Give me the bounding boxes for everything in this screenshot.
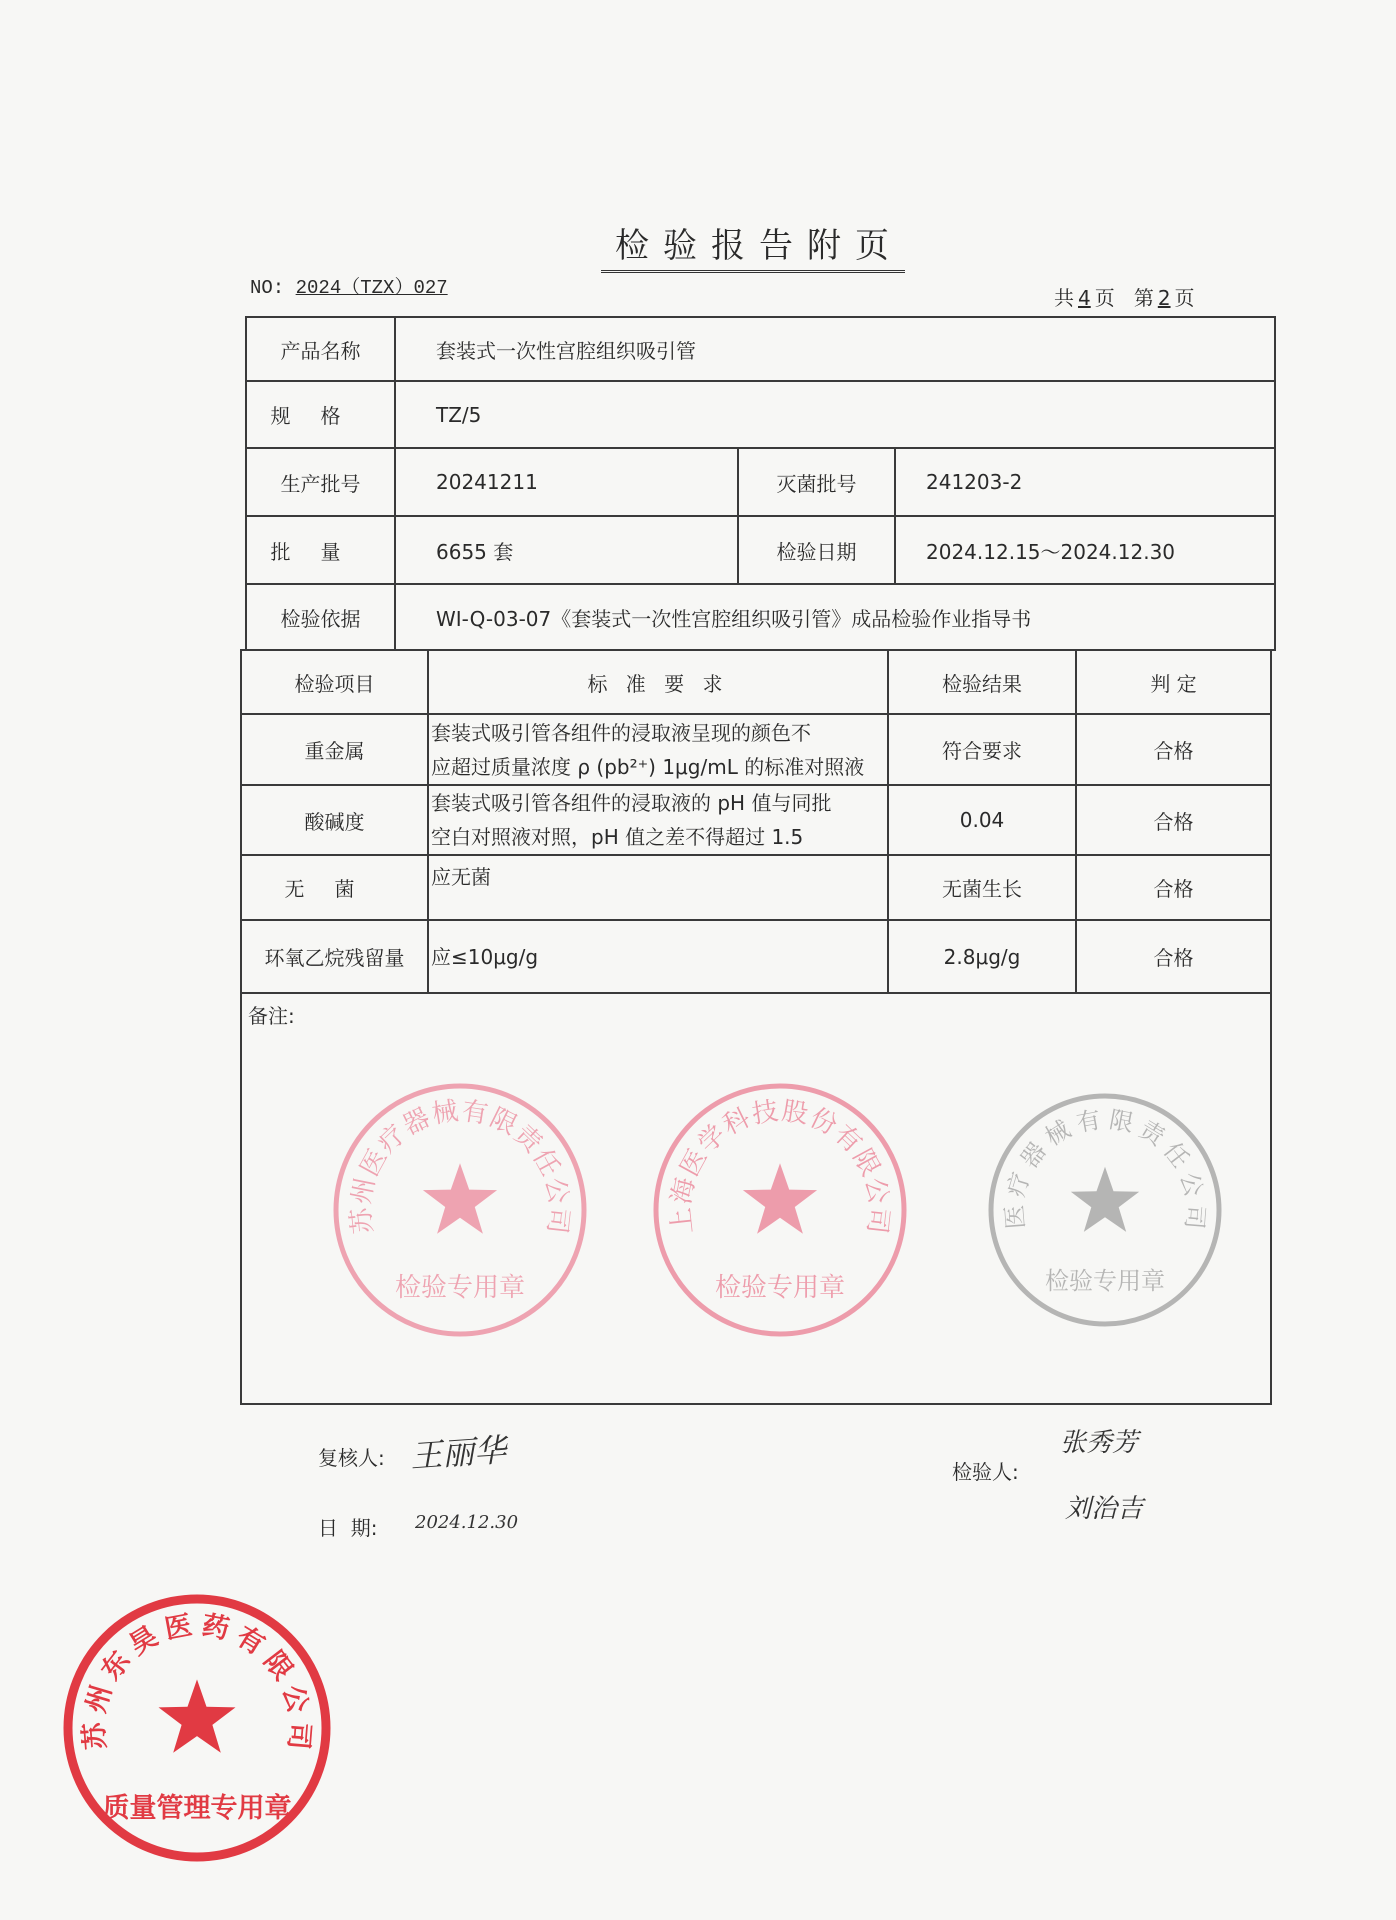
seal-ring-char: 责 <box>507 1119 548 1160</box>
seal-ring-char: 技 <box>749 1096 781 1130</box>
table-row <box>241 714 1271 785</box>
sterile-batch-value: 241203-2 <box>895 448 1275 516</box>
requirement-line: 空白对照液对照，pH 值之差不得超过 1.5 <box>431 825 804 849</box>
seal-ring-char: 科 <box>718 1102 755 1142</box>
seal-ring-char: 有 <box>827 1119 868 1160</box>
seal-center-text: 检验专用章 <box>1045 1267 1165 1296</box>
seal-ring-char: 州 <box>346 1175 382 1207</box>
table-row <box>246 448 1275 516</box>
seal-center-text: 检验专用章 <box>714 1272 846 1303</box>
seal-ring-char: 苏 <box>78 1721 112 1751</box>
seal-ring <box>68 1599 326 1857</box>
requirement <box>428 785 888 855</box>
seal-ring-char: 任 <box>1157 1137 1195 1174</box>
table-row <box>246 381 1275 448</box>
item: 环氧乙烷残留量 <box>241 920 428 993</box>
basis-label: 检验依据 <box>246 584 395 650</box>
seal-ring-char: 任 <box>526 1144 566 1182</box>
reviewer-signature: 王丽华 <box>408 1430 508 1476</box>
verdict: 合格 <box>1076 714 1271 785</box>
table-row <box>246 584 1275 650</box>
remark: 备注: <box>241 993 1271 1404</box>
batch-label: 生产批号 <box>246 448 395 516</box>
seal-ring-char: 司 <box>1179 1203 1210 1231</box>
header-requirement: 标 准 要 求 <box>428 650 888 714</box>
total-pages: 4 <box>1078 286 1091 310</box>
spec-value: TZ/5 <box>395 381 1275 448</box>
seal-ring-char: 器 <box>398 1102 435 1142</box>
seal-ring-char: 州 <box>80 1681 118 1717</box>
seal-ring-char: 有 <box>230 1620 270 1662</box>
result: 符合要求 <box>888 714 1076 785</box>
seal-ring-char: 昊 <box>124 1620 164 1662</box>
seal-center-text: 质量管理专用章 <box>102 1793 292 1825</box>
item: 重金属 <box>241 714 428 785</box>
seal-ring-char: 东 <box>95 1645 137 1687</box>
results-table <box>240 649 1272 1405</box>
date-value: 2024.12.30 <box>415 1512 519 1533</box>
seal-ring-char: 械 <box>1040 1115 1076 1152</box>
quality-seal <box>62 1593 332 1863</box>
seal-ring-char: 苏 <box>346 1206 379 1236</box>
star-icon <box>159 1679 236 1752</box>
item: 无菌 <box>241 855 428 920</box>
test-date-value: 2024.12.15～2024.12.30 <box>895 516 1275 584</box>
table-row <box>246 516 1275 584</box>
seal-ring-char: 股 <box>779 1096 811 1130</box>
seal-ring-char: 海 <box>666 1175 702 1207</box>
report-number <box>250 272 448 299</box>
header-item: 检验项目 <box>241 650 428 714</box>
seal-ring-char: 司 <box>282 1721 316 1751</box>
seal-ring-char: 药 <box>199 1610 232 1646</box>
current-page: 2 <box>1157 286 1171 310</box>
reviewer-label: 复核人: <box>318 1446 385 1470</box>
total-suffix: 页 <box>1094 286 1115 310</box>
seal-ring-char: 公 <box>276 1681 314 1717</box>
product-info-table <box>245 316 1276 651</box>
inspector-signature: 张秀芳 <box>1060 1428 1139 1458</box>
report-number-label: NO: <box>250 277 285 299</box>
seal-ring-char: 医 <box>354 1144 394 1182</box>
header-result: 检验结果 <box>888 650 1076 714</box>
seal-ring-char: 司 <box>861 1206 894 1236</box>
page-title <box>0 218 1396 267</box>
page-counter <box>1054 282 1195 311</box>
verdict: 合格 <box>1076 920 1271 993</box>
seal-ring-char: 限 <box>257 1645 299 1687</box>
seal-ring-char: 公 <box>538 1175 574 1207</box>
seal-ring-char: 学 <box>692 1119 733 1160</box>
seal-ring-char: 限 <box>485 1102 522 1142</box>
table-row <box>241 920 1271 993</box>
seal-ring-char: 上 <box>666 1206 699 1236</box>
product-name-value: 套装式一次性宫腔组织吸引管 <box>395 317 1275 381</box>
date-label: 日 期: <box>318 1516 378 1540</box>
total-prefix: 共 <box>1054 286 1074 310</box>
report-number-value: 2024（TZX）027 <box>295 277 448 299</box>
current-suffix: 页 <box>1174 286 1195 310</box>
seal-ring-char: 公 <box>1174 1168 1209 1200</box>
verdict: 合格 <box>1076 855 1271 920</box>
batch-value: 20241211 <box>395 448 738 516</box>
current-prefix: 第 <box>1133 286 1154 310</box>
seal-ring-char: 有 <box>1074 1105 1103 1138</box>
item: 酸碱度 <box>241 785 428 855</box>
inspector-signature: 刘治吉 <box>1065 1494 1144 1524</box>
seal-ring-char: 疗 <box>1001 1168 1036 1200</box>
quantity-label: 批量 <box>246 516 395 584</box>
seal-ring-char: 医 <box>162 1610 195 1646</box>
result: 0.04 <box>888 785 1076 855</box>
result: 无菌生长 <box>888 855 1076 920</box>
result: 2.8μg/g <box>888 920 1076 993</box>
seal-ring-char: 器 <box>1015 1137 1053 1174</box>
seal-center-text: 检验专用章 <box>394 1272 526 1303</box>
header-verdict: 判 定 <box>1076 650 1271 714</box>
table-row <box>241 855 1271 920</box>
quantity-value: 6655 套 <box>395 516 738 584</box>
inspector-label: 检验人: <box>952 1460 1019 1484</box>
seal-ring-char: 械 <box>429 1096 461 1130</box>
seal-ring-char: 责 <box>1134 1115 1170 1152</box>
product-name-label: 产品名称 <box>246 317 395 381</box>
verdict: 合格 <box>1076 785 1271 855</box>
requirement: 应≤10μg/g <box>428 920 888 993</box>
spec-label: 规格 <box>246 381 395 448</box>
remark-row <box>241 993 1271 1404</box>
seal-ring-char: 医 <box>1000 1203 1031 1231</box>
table-row <box>246 317 1275 381</box>
seal-ring-char: 份 <box>805 1102 842 1142</box>
seal-ring-char: 限 <box>846 1144 886 1182</box>
test-date-label: 检验日期 <box>738 516 895 584</box>
sterile-batch-label: 灭菌批号 <box>738 448 895 516</box>
requirement-line: 套装式吸引管各组件的浸取液呈现的颜色不 <box>431 720 811 745</box>
requirement-line: 套装式吸引管各组件的浸取液的 pH 值与同批 <box>431 791 832 815</box>
seal-ring-char: 公 <box>858 1175 894 1207</box>
requirement <box>428 714 888 785</box>
seal-ring-char: 有 <box>459 1096 491 1130</box>
table-row <box>241 785 1271 855</box>
seal-ring-char: 医 <box>674 1144 714 1182</box>
header-row <box>241 650 1271 714</box>
seal-ring-char: 限 <box>1107 1105 1136 1138</box>
requirement-line: 应超过质量浓度 ρ (pb²⁺) 1μg/mL 的标准对照液 <box>431 754 865 779</box>
seal-ring-char: 疗 <box>372 1119 413 1160</box>
basis-value: WI-Q-03-07《套装式一次性宫腔组织吸引管》成品检验作业指导书 <box>395 584 1275 650</box>
seal-ring-char: 司 <box>541 1206 574 1236</box>
title-text: 检验报告附页 <box>601 226 905 273</box>
requirement: 应无菌 <box>428 855 888 920</box>
